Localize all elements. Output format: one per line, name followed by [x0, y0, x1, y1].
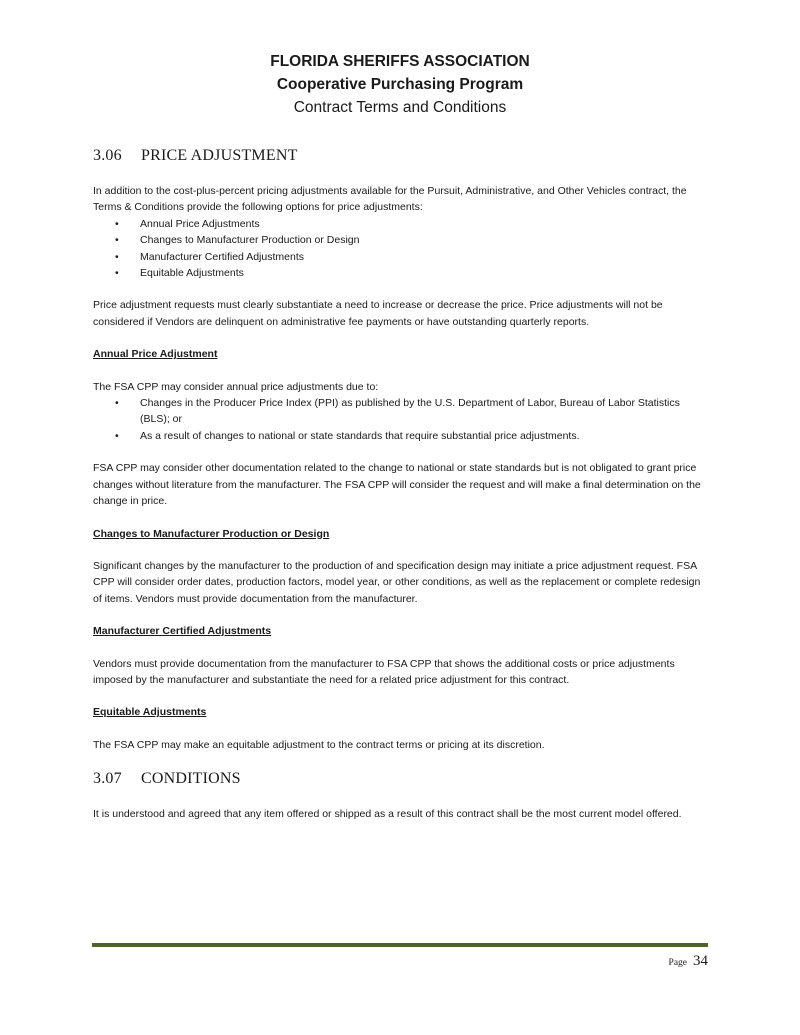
page-number [669, 952, 708, 970]
changes-body: Significant changes by the manufacturer to the production of and specification design may initiate a price adjustment request. FSA CPP will consider order dates, production factors, model year, or other conditions, as well as the replacement or complete redesign of items. Vendors must provide documentation from the manufacturer. [93, 559, 701, 605]
bullet-icon: • [115, 267, 119, 280]
list-item: • Changes in the Producer Price Index (PPI) as published by the U.S. Department of Labor, Bureau of Labor Statistics (BLS); or [115, 397, 680, 426]
annual-adjustment-note: FSA CPP may consider other documentation related to the change to national or state standards but is not obligated to grant price changes without literature from the manufacturer. The FSA CPP will consider the request and will make a final determination on the change in price. [93, 462, 701, 508]
certified-heading: Manufacturer Certified Adjustments [93, 625, 272, 638]
list-item: • Manufacturer Certified Adjustments [115, 249, 708, 265]
changes-heading: Changes to Manufacturer Production or Design [93, 527, 330, 540]
page-number-value: 34 [693, 953, 708, 969]
footer-rule [92, 943, 708, 947]
document-body [93, 146, 708, 839]
section-306-number: 3.06 [93, 147, 122, 164]
equitable-body: The FSA CPP may make an equitable adjustment to the contract terms or pricing at its discretion. [93, 738, 545, 751]
list-item: • Equitable Adjustments [115, 265, 708, 281]
conditions-body: It is understood and agreed that any item offered or shipped as a result of this contract shall be the most current model offered. [93, 808, 682, 821]
section-307-heading [93, 769, 708, 789]
bullet-icon: • [115, 250, 119, 263]
bullet-icon: • [115, 429, 119, 442]
bullet-icon: • [115, 397, 119, 410]
document-header [0, 50, 800, 119]
page-label: Page [668, 958, 687, 968]
list-item: • As a result of changes to national or state standards that require substantial price adjustments. [115, 428, 708, 444]
certified-body: Vendors must provide documentation from the manufacturer to FSA CPP that shows the additional costs or price adjustments imposed by the manufacturer and substantiate the need for a related price adjustment for this contract. [93, 657, 675, 686]
organization-title: FLORIDA SHERIFFS ASSOCIATION [270, 53, 530, 70]
price-adjustment-intro: In addition to the cost-plus-percent pricing adjustments available for the Pursuit, Administrative, and Other Vehicles contract, the Terms & Conditions provide the following options for price adjustments: [93, 185, 687, 214]
annual-adjustment-intro: The FSA CPP may consider annual price adjustments due to: [93, 380, 379, 393]
program-title: Cooperative Purchasing Program [276, 76, 524, 93]
annual-adjustment-heading: Annual Price Adjustment [93, 348, 218, 361]
list-item: • Annual Price Adjustments [115, 216, 708, 232]
bullet-icon: • [115, 234, 119, 247]
adjustment-requests-paragraph: Price adjustment requests must clearly substantiate a need to increase or decrease the price. Price adjustments will not be considered if Vendors are delinquent on administrative fee payments or have outstanding quarterly reports. [93, 299, 663, 328]
section-306-title: PRICE ADJUSTMENT [141, 147, 298, 164]
section-306-heading [93, 146, 708, 166]
bullet-icon: • [115, 217, 119, 230]
equitable-heading: Equitable Adjustments [93, 706, 207, 719]
section-307-title: CONDITIONS [141, 770, 241, 788]
list-item: • Changes to Manufacturer Production or Design [115, 232, 708, 248]
document-subtitle: Contract Terms and Conditions [293, 99, 507, 116]
section-307-number: 3.07 [93, 770, 122, 788]
annual-adjustment-reasons [93, 395, 708, 444]
price-adjustment-options [93, 216, 708, 282]
